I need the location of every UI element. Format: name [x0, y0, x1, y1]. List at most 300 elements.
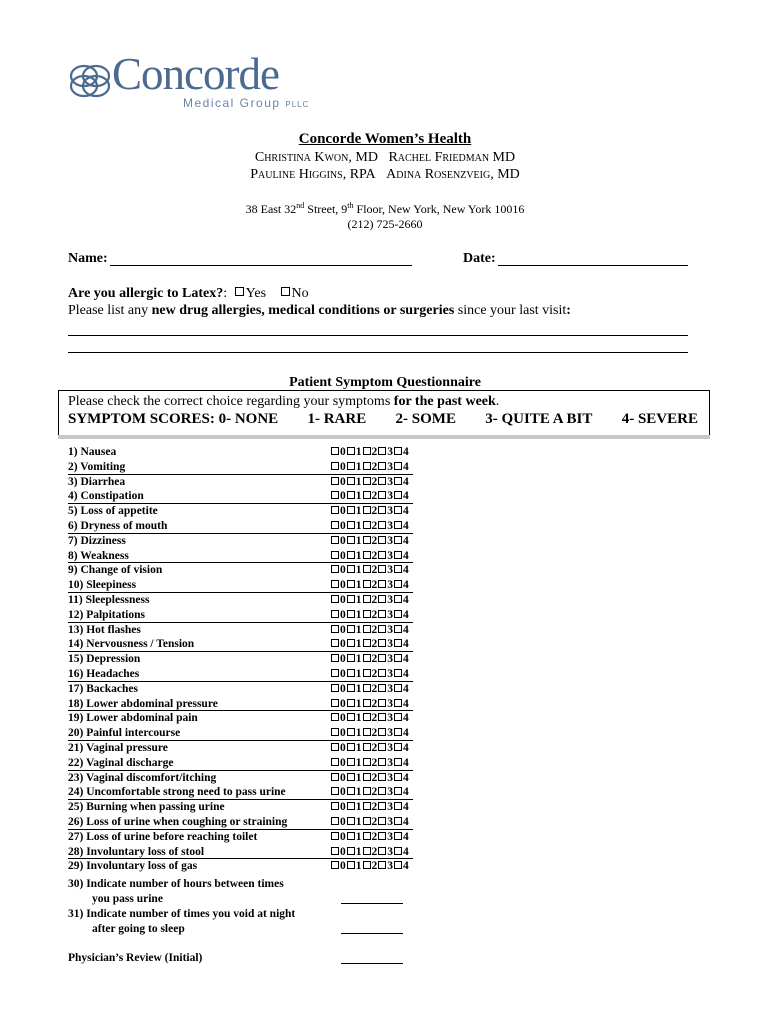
- symptom-row: [68, 534, 413, 549]
- score-option-label: 3: [387, 860, 393, 873]
- question-30-answer[interactable]: [341, 903, 403, 904]
- score-checkbox[interactable]: [347, 639, 355, 647]
- score-checkbox[interactable]: [347, 521, 355, 529]
- score-checkbox[interactable]: [347, 491, 355, 499]
- latex-yes-checkbox[interactable]: [235, 287, 244, 296]
- score-checkbox[interactable]: [331, 491, 339, 499]
- symptom-row: [68, 504, 413, 519]
- score-options: [330, 593, 409, 608]
- questionnaire-instruction: Please check the correct choice regarding your symptoms for the past week.: [68, 394, 500, 409]
- score-option-label: 0: [340, 830, 346, 843]
- score-checkbox[interactable]: [347, 787, 355, 795]
- score-checkbox[interactable]: [331, 758, 339, 766]
- symptom-row: [68, 741, 413, 756]
- score-options: [330, 711, 409, 726]
- score-checkbox[interactable]: [394, 477, 402, 485]
- score-checkbox[interactable]: [331, 847, 339, 855]
- score-option-label: 1: [355, 801, 362, 814]
- score-checkbox[interactable]: [363, 787, 371, 795]
- score-options: [330, 608, 409, 623]
- symptom-row: [68, 697, 413, 712]
- score-checkbox[interactable]: [363, 639, 371, 647]
- score-checkbox[interactable]: [378, 802, 386, 810]
- score-checkbox[interactable]: [363, 477, 371, 485]
- score-checkbox[interactable]: [331, 639, 339, 647]
- score-option-label: 4: [403, 460, 409, 473]
- score-checkbox[interactable]: [363, 491, 371, 499]
- symptom-row: [68, 578, 413, 593]
- score-option-label: 2: [371, 490, 378, 503]
- score-checkbox[interactable]: [378, 654, 386, 662]
- score-checkbox[interactable]: [363, 802, 371, 810]
- logo-wordmark: Concorde: [112, 49, 279, 99]
- score-checkbox[interactable]: [331, 832, 339, 840]
- score-checkbox[interactable]: [363, 847, 371, 855]
- score-option-label: 0: [340, 608, 346, 621]
- score-checkbox[interactable]: [347, 477, 355, 485]
- score-checkbox[interactable]: [378, 536, 386, 544]
- score-checkbox[interactable]: [331, 521, 339, 529]
- score-option-label: 3: [387, 549, 393, 562]
- score-checkbox[interactable]: [378, 669, 386, 677]
- score-checkbox[interactable]: [331, 713, 339, 721]
- score-option-label: 3: [387, 593, 393, 606]
- score-checkbox[interactable]: [378, 699, 386, 707]
- score-checkbox[interactable]: [378, 580, 386, 588]
- score-checkbox[interactable]: [331, 447, 339, 455]
- score-checkbox[interactable]: [394, 462, 402, 470]
- score-option-label: 0: [340, 845, 346, 858]
- score-checkbox[interactable]: [378, 832, 386, 840]
- score-checkbox[interactable]: [394, 551, 402, 559]
- score-checkbox[interactable]: [363, 625, 371, 633]
- score-checkbox[interactable]: [331, 580, 339, 588]
- symptom-label: 20) Painful intercourse: [68, 727, 181, 740]
- score-checkbox[interactable]: [363, 506, 371, 514]
- score-checkbox[interactable]: [331, 743, 339, 751]
- score-option-label: 1: [355, 549, 362, 562]
- score-option-label: 1: [355, 741, 362, 754]
- score-option-label: 0: [340, 697, 346, 710]
- score-checkbox[interactable]: [394, 728, 402, 736]
- score-checkbox[interactable]: [331, 625, 339, 633]
- score-rare: 1- RARE: [307, 411, 367, 427]
- score-checkbox[interactable]: [331, 654, 339, 662]
- score-checkbox[interactable]: [363, 684, 371, 692]
- score-checkbox[interactable]: [363, 580, 371, 588]
- score-checkbox[interactable]: [378, 758, 386, 766]
- score-checkbox[interactable]: [347, 773, 355, 781]
- score-checkbox[interactable]: [394, 654, 402, 662]
- score-checkbox[interactable]: [347, 713, 355, 721]
- score-checkbox[interactable]: [347, 684, 355, 692]
- logo-subtitle: Medical Group PLLC: [183, 96, 310, 110]
- doctor-name: Adina Rosenzveig, MD: [386, 167, 520, 182]
- score-options: [330, 845, 409, 860]
- score-option-label: 2: [371, 593, 378, 606]
- score-checkbox[interactable]: [378, 477, 386, 485]
- score-checkbox[interactable]: [378, 447, 386, 455]
- score-option-label: 1: [355, 564, 362, 577]
- score-option-label: 3: [387, 697, 393, 710]
- score-option-label: 3: [387, 608, 393, 621]
- symptom-row: [68, 667, 413, 682]
- score-checkbox[interactable]: [394, 817, 402, 825]
- score-options: [330, 741, 409, 756]
- score-checkbox[interactable]: [378, 462, 386, 470]
- score-checkbox[interactable]: [363, 521, 371, 529]
- score-option-label: 0: [340, 638, 346, 651]
- score-option-label: 2: [371, 446, 378, 458]
- score-checkbox[interactable]: [363, 743, 371, 751]
- score-checkbox[interactable]: [378, 639, 386, 647]
- score-checkbox[interactable]: [378, 684, 386, 692]
- score-checkbox[interactable]: [394, 787, 402, 795]
- score-checkbox[interactable]: [331, 610, 339, 618]
- score-option-label: 1: [355, 727, 362, 740]
- score-checkbox[interactable]: [363, 565, 371, 573]
- symptom-row: [68, 859, 413, 874]
- symptom-label: 10) Sleepiness: [68, 579, 137, 592]
- question-31: 31) Indicate number of times you void at night after going to sleep: [68, 908, 296, 935]
- score-option-label: 4: [403, 786, 409, 799]
- score-option-label: 2: [371, 682, 378, 695]
- score-option-label: 4: [403, 860, 409, 873]
- score-option-label: 4: [403, 623, 409, 636]
- score-checkbox[interactable]: [378, 595, 386, 603]
- name-field[interactable]: [110, 265, 412, 266]
- symptom-row: [68, 475, 413, 490]
- score-option-label: 2: [371, 860, 378, 873]
- score-option-label: 4: [403, 534, 409, 547]
- score-checkbox[interactable]: [347, 817, 355, 825]
- score-checkbox[interactable]: [331, 669, 339, 677]
- score-option-label: 2: [371, 801, 378, 814]
- score-checkbox[interactable]: [347, 595, 355, 603]
- score-option-label: 4: [403, 830, 409, 843]
- score-option-label: 3: [387, 505, 393, 518]
- score-option-label: 4: [403, 564, 409, 577]
- score-option-label: 0: [340, 801, 346, 814]
- latex-question: Are you allergic to Latex?: Yes No: [68, 286, 309, 301]
- score-checkbox[interactable]: [331, 817, 339, 825]
- question-31-answer[interactable]: [341, 933, 403, 934]
- symptom-label: 14) Nervousness / Tension: [68, 638, 195, 651]
- score-checkbox[interactable]: [331, 536, 339, 544]
- score-checkbox[interactable]: [331, 787, 339, 795]
- symptom-row: [68, 489, 413, 504]
- score-checkbox[interactable]: [394, 625, 402, 633]
- score-checkbox[interactable]: [347, 536, 355, 544]
- score-option-label: 4: [403, 697, 409, 710]
- score-checkbox[interactable]: [331, 861, 339, 869]
- score-checkbox[interactable]: [347, 728, 355, 736]
- score-checkbox[interactable]: [363, 536, 371, 544]
- score-checkbox[interactable]: [394, 447, 402, 455]
- score-checkbox[interactable]: [347, 699, 355, 707]
- score-checkbox[interactable]: [347, 506, 355, 514]
- score-checkbox[interactable]: [378, 506, 386, 514]
- physician-review-label: Physician’s Review (Initial): [68, 952, 203, 964]
- score-checkbox[interactable]: [363, 832, 371, 840]
- score-checkbox[interactable]: [378, 861, 386, 869]
- score-checkbox[interactable]: [363, 669, 371, 677]
- score-checkbox[interactable]: [378, 565, 386, 573]
- symptom-row: [68, 756, 413, 771]
- score-checkbox[interactable]: [331, 699, 339, 707]
- score-option-label: 1: [355, 475, 362, 488]
- score-checkbox[interactable]: [394, 506, 402, 514]
- score-option-label: 0: [340, 727, 346, 740]
- score-option-label: 3: [387, 638, 393, 651]
- score-checkbox[interactable]: [378, 728, 386, 736]
- score-checkbox[interactable]: [363, 773, 371, 781]
- score-checkbox[interactable]: [378, 713, 386, 721]
- score-checkbox[interactable]: [347, 847, 355, 855]
- score-checkbox[interactable]: [394, 743, 402, 751]
- score-checkbox[interactable]: [331, 565, 339, 573]
- score-option-label: 2: [371, 638, 378, 651]
- score-checkbox[interactable]: [378, 521, 386, 529]
- score-checkbox[interactable]: [378, 743, 386, 751]
- score-checkbox[interactable]: [378, 787, 386, 795]
- score-options: [330, 504, 409, 519]
- score-option-label: 3: [387, 727, 393, 740]
- allergies-instruction: Please list any new drug allergies, medical conditions or surgeries since your last visit:: [68, 303, 571, 318]
- date-label: Date:: [463, 251, 496, 266]
- score-checkbox[interactable]: [331, 551, 339, 559]
- score-checkbox[interactable]: [394, 847, 402, 855]
- score-option-label: 1: [355, 638, 362, 651]
- score-checkbox[interactable]: [394, 713, 402, 721]
- score-checkbox[interactable]: [331, 462, 339, 470]
- score-checkbox[interactable]: [378, 773, 386, 781]
- doctor-name: Christina Kwon, MD: [254, 150, 378, 165]
- symptom-label: 11) Sleeplessness: [68, 593, 150, 606]
- score-checkbox[interactable]: [378, 817, 386, 825]
- score-option-label: 2: [371, 756, 378, 769]
- score-checkbox[interactable]: [394, 610, 402, 618]
- score-checkbox[interactable]: [394, 773, 402, 781]
- score-option-label: 4: [403, 446, 409, 458]
- score-options: [330, 623, 409, 638]
- doctors-row-2: [0, 167, 770, 183]
- score-checkbox[interactable]: [363, 462, 371, 470]
- score-option-label: 4: [403, 727, 409, 740]
- score-checkbox[interactable]: [347, 861, 355, 869]
- score-option-label: 0: [340, 756, 346, 769]
- score-checkbox[interactable]: [347, 580, 355, 588]
- score-option-label: 1: [355, 490, 362, 503]
- latex-yes-label: Yes: [245, 286, 267, 301]
- score-checkbox[interactable]: [331, 728, 339, 736]
- score-option-label: 2: [371, 608, 378, 621]
- physician-review-initial[interactable]: [341, 963, 403, 964]
- score-options: [330, 667, 409, 682]
- score-option-label: 0: [340, 771, 346, 784]
- score-option-label: 0: [340, 593, 346, 606]
- score-checkbox[interactable]: [347, 654, 355, 662]
- score-options: [330, 489, 409, 504]
- score-checkbox[interactable]: [347, 447, 355, 455]
- score-option-label: 2: [371, 815, 378, 828]
- score-checkbox[interactable]: [347, 565, 355, 573]
- score-options: [330, 637, 409, 652]
- score-option-label: 3: [387, 490, 393, 503]
- symptom-label: 22) Vaginal discharge: [68, 756, 174, 769]
- score-options: [330, 785, 409, 800]
- score-checkbox[interactable]: [378, 610, 386, 618]
- score-options: [330, 445, 409, 460]
- question-30: 30) Indicate number of hours between times you pass urine: [68, 878, 284, 905]
- score-option-label: 1: [355, 786, 362, 799]
- score-checkbox[interactable]: [347, 610, 355, 618]
- score-options: [330, 800, 409, 815]
- symptom-label: 8) Weakness: [68, 549, 129, 562]
- score-option-label: 2: [371, 579, 378, 592]
- symptom-row: [68, 563, 413, 578]
- score-checkbox[interactable]: [394, 580, 402, 588]
- score-checkbox[interactable]: [378, 625, 386, 633]
- latex-no-checkbox[interactable]: [281, 287, 290, 296]
- score-options: [330, 578, 409, 593]
- questionnaire-title: Patient Symptom Questionnaire: [289, 375, 481, 390]
- score-checkbox[interactable]: [363, 817, 371, 825]
- symptom-row: [68, 711, 413, 726]
- score-checkbox[interactable]: [394, 684, 402, 692]
- score-option-label: 4: [403, 682, 409, 695]
- score-checkbox[interactable]: [378, 491, 386, 499]
- score-checkbox[interactable]: [394, 669, 402, 677]
- score-option-label: 3: [387, 786, 393, 799]
- symptom-label: 4) Constipation: [68, 490, 144, 503]
- score-checkbox[interactable]: [363, 595, 371, 603]
- symptom-row: [68, 845, 413, 860]
- score-option-label: 3: [387, 564, 393, 577]
- score-checkbox[interactable]: [347, 551, 355, 559]
- score-checkbox[interactable]: [347, 462, 355, 470]
- score-checkbox[interactable]: [331, 506, 339, 514]
- score-checkbox[interactable]: [363, 610, 371, 618]
- symptom-label: 17) Backaches: [68, 682, 138, 695]
- score-checkbox[interactable]: [394, 802, 402, 810]
- symptom-row: [68, 726, 413, 741]
- score-quite-a-bit: 3- QUITE A BIT: [485, 411, 593, 427]
- score-options: [330, 697, 409, 712]
- score-option-label: 1: [355, 593, 362, 606]
- score-checkbox[interactable]: [394, 521, 402, 529]
- score-checkbox[interactable]: [394, 639, 402, 647]
- score-checkbox[interactable]: [394, 536, 402, 544]
- date-field[interactable]: [498, 265, 688, 266]
- score-checkbox[interactable]: [394, 832, 402, 840]
- score-checkbox[interactable]: [347, 669, 355, 677]
- score-option-label: 3: [387, 830, 393, 843]
- address: 38 East 32nd Street, 9th Floor, New York, New York 10016: [245, 201, 525, 216]
- score-option-label: 0: [340, 490, 346, 503]
- score-options: [330, 460, 409, 475]
- score-checkbox[interactable]: [363, 447, 371, 455]
- score-checkbox[interactable]: [347, 802, 355, 810]
- score-checkbox[interactable]: [394, 595, 402, 603]
- score-option-label: 1: [355, 697, 362, 710]
- score-options: [330, 519, 409, 534]
- score-options: [330, 682, 409, 697]
- symptom-label: 7) Dizziness: [68, 534, 126, 547]
- score-checkbox[interactable]: [363, 654, 371, 662]
- symptom-row: [68, 608, 413, 623]
- symptom-row: [68, 460, 413, 475]
- score-checkbox[interactable]: [363, 861, 371, 869]
- symptom-scores-legend: [68, 411, 698, 428]
- score-checkbox[interactable]: [347, 758, 355, 766]
- score-option-label: 1: [355, 608, 362, 621]
- score-checkbox[interactable]: [331, 477, 339, 485]
- score-option-label: 4: [403, 549, 409, 562]
- score-checkbox[interactable]: [394, 861, 402, 869]
- score-options: [330, 859, 409, 874]
- score-option-label: 1: [355, 446, 362, 458]
- score-option-label: 4: [403, 801, 409, 814]
- score-checkbox[interactable]: [378, 551, 386, 559]
- score-option-label: 1: [355, 505, 362, 518]
- box-shadow-divider: [58, 435, 710, 439]
- score-option-label: 1: [355, 830, 362, 843]
- score-checkbox[interactable]: [363, 699, 371, 707]
- allergies-line-1[interactable]: [68, 335, 688, 336]
- score-option-label: 0: [340, 682, 346, 695]
- score-option-label: 3: [387, 579, 393, 592]
- score-checkbox[interactable]: [363, 551, 371, 559]
- phone-number: (212) 725-2660: [347, 217, 423, 231]
- symptom-label: 2) Vomiting: [68, 460, 126, 473]
- score-option-label: 2: [371, 505, 378, 518]
- score-option-label: 3: [387, 653, 393, 666]
- symptom-label: 15) Depression: [68, 653, 141, 666]
- score-option-label: 0: [340, 519, 346, 532]
- allergies-line-2[interactable]: [68, 352, 688, 353]
- score-options: [330, 549, 409, 564]
- score-checkbox[interactable]: [347, 743, 355, 751]
- score-option-label: 0: [340, 460, 346, 473]
- score-checkbox[interactable]: [331, 684, 339, 692]
- score-option-label: 1: [355, 845, 362, 858]
- score-checkbox[interactable]: [363, 713, 371, 721]
- score-option-label: 1: [355, 623, 362, 636]
- score-checkbox[interactable]: [363, 728, 371, 736]
- score-option-label: 4: [403, 653, 409, 666]
- score-checkbox[interactable]: [347, 625, 355, 633]
- score-checkbox[interactable]: [394, 758, 402, 766]
- score-option-label: 0: [340, 549, 346, 562]
- score-options: [330, 652, 409, 667]
- score-option-label: 3: [387, 712, 393, 725]
- score-checkbox[interactable]: [347, 832, 355, 840]
- score-checkbox[interactable]: [378, 847, 386, 855]
- score-checkbox[interactable]: [394, 699, 402, 707]
- score-option-label: 3: [387, 446, 393, 458]
- score-option-label: 1: [355, 860, 362, 873]
- score-checkbox[interactable]: [331, 595, 339, 603]
- score-option-label: 4: [403, 593, 409, 606]
- score-checkbox[interactable]: [394, 491, 402, 499]
- score-checkbox[interactable]: [331, 773, 339, 781]
- score-checkbox[interactable]: [363, 758, 371, 766]
- symptom-label: 16) Headaches: [68, 667, 140, 680]
- score-option-label: 0: [340, 475, 346, 488]
- score-checkbox[interactable]: [331, 802, 339, 810]
- score-checkbox[interactable]: [394, 565, 402, 573]
